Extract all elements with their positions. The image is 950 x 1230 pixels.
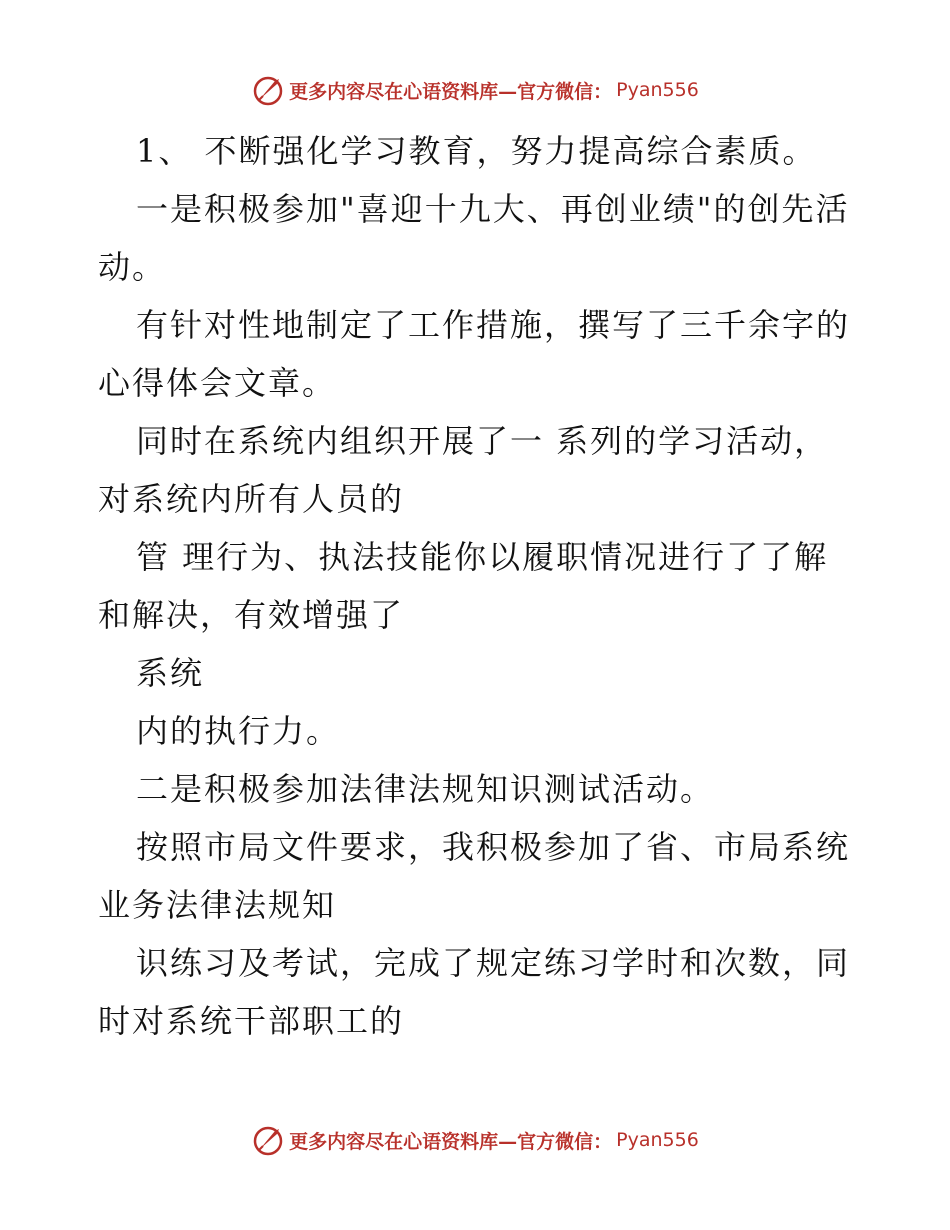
- banner-text: 更多内容尽在心语资料库—官方微信：: [289, 80, 613, 103]
- quill-logo-icon: [251, 1123, 285, 1157]
- text-line: 和解决，有效增强了: [98, 596, 405, 634]
- text-line: 一是积极参加"喜迎十九大、再创业绩"的创先活: [136, 190, 850, 228]
- quill-logo-icon: [251, 73, 285, 107]
- text-line: 管 理行为、执法技能你以履职情况进行了了解: [136, 538, 829, 576]
- text-line: 心得体会文章。: [98, 364, 337, 402]
- text-line: 时对系统干部职工的: [98, 1002, 405, 1040]
- text-line: 有针对性地制定了工作措施，撰写了三千余字的: [136, 306, 851, 344]
- text-line: 识练习及考试，完成了规定练习学时和次数，同: [136, 944, 851, 982]
- text-line: 1、 不断强化学习教育，努力提高综合素质。: [136, 132, 817, 170]
- text-line: 系统: [136, 654, 205, 692]
- text-line: 按照市局文件要求，我积极参加了省、市局系统: [136, 828, 851, 866]
- text-line: 二是积极参加法律法规知识测试活动。: [136, 770, 715, 808]
- text-line: 内的执行力。: [136, 712, 341, 750]
- text-line: 业务法律法规知: [98, 886, 337, 924]
- header-banner: [0, 70, 950, 110]
- banner-account: Pyan556: [616, 1129, 699, 1151]
- text-line: 对系统内所有人员的: [98, 480, 405, 518]
- text-line: 动。: [98, 248, 167, 286]
- banner-text: 更多内容尽在心语资料库—官方微信：: [289, 1130, 613, 1153]
- footer-banner: [0, 1120, 950, 1160]
- text-line: 同时在系统内组织开展了一 系列的学习活动，: [136, 422, 829, 460]
- document-body: [98, 122, 858, 1050]
- banner-account: Pyan556: [616, 79, 699, 101]
